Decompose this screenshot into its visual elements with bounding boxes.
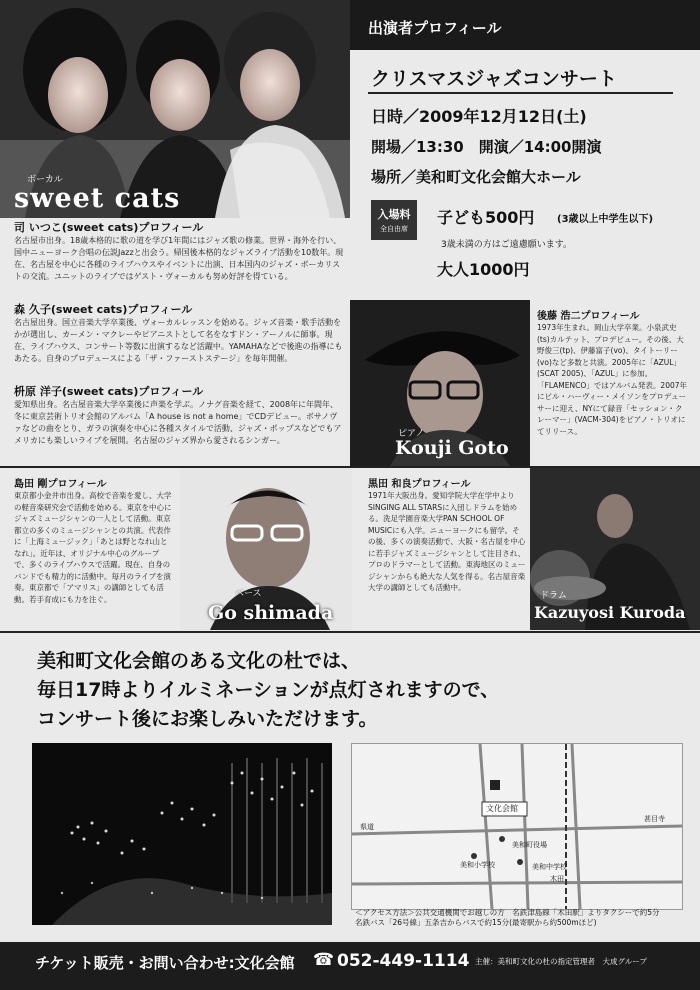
title-underline: [368, 92, 673, 94]
concert-title: クリスマスジャズコンサート: [371, 68, 617, 90]
illumination-line-3: コンサート後にお楽しみいただけます。: [37, 708, 378, 730]
shimada-title: 島田 剛プロフィール: [14, 479, 107, 490]
sweet-cats-role: ボーカル: [27, 175, 63, 185]
member-1-text: 名古屋市出身。18歳本格的に歌の道を学び1年間にはジャズ歌の修業。世界・海外を行い、国中ニューヨーク合唱の伝説Jazzと出会う。帰国後本格的なジャズライブ活動を10数年。現在、名古屋を中心に各種のライブハウスやイベントに出演、日本国内のジャズ・ボーカリストの交流。ユニットのライブではゲスト・ヴォーカルも努め好評を得ている。: [14, 236, 344, 281]
kuroda-name: Kazuyosi Kuroda: [534, 603, 686, 622]
goto-text: 1973年生まれ。岡山大学卒業。小泉武史(ts)カルテット、プロデビュー。その後、大野俊三(tp)、伊藤富子(vo)、タイトーリー(vo)など多数と共演。2005年に「AZUL」(SCAT 2005)、「AZUL」に参加。「FLAMENCO」ではアルバム発表。2007年にビル・ハーヴィー・メイソンをプロデューサーに迎え、NYにて録音「セッション・クレーマー」(VACM-304)をピアノ・トリオにてリリース。: [537, 323, 688, 436]
concert-date: 日時／2009年12月12日(土): [371, 107, 587, 126]
illumination-text: [37, 647, 677, 734]
goto-title: 後藤 浩二プロフィール: [537, 311, 640, 322]
map-label-station: 木田: [550, 875, 564, 883]
kuroda-role: ドラム: [540, 591, 567, 601]
admission-sublabel: 全自由席: [380, 225, 408, 233]
shimada-profile: [14, 475, 174, 640]
footer-ticket: チケット販売・お問い合わせ:文化会館: [35, 954, 295, 972]
row-divider-2: [0, 631, 700, 633]
goto-name: Kouji Goto: [395, 437, 509, 459]
kuroda-profile: [368, 475, 526, 640]
shimada-role: ベース: [235, 589, 262, 599]
illumination-line-2: 毎日17時よりイルミネーションが点灯されますので、: [37, 679, 500, 701]
concert-venue: 場所／美和町文化会館大ホール: [371, 168, 581, 186]
illumination-line-1: 美和町文化会館のある文化の杜では、: [37, 650, 361, 672]
shimada-text: 東京都小金井市出身。高校で音楽を愛し、大学の軽音楽研究会で活動を始める。東京を中心にジャズミュージシャンの一人として活動。東京都立の多くのミュージシャンとの共演。代表作に「上海ミュージック」「あとは野となれ山となれ」。近年は、オリジナル中心のグループで、多くのライブハウスで活躍。現在、自身のバンドでも精力的に活動中。毎月のライブを演奏。東京都で「アマリス」の講師としても活動。若手育成にも力を注ぐ。: [14, 491, 172, 604]
adult-price: 大人1000円: [437, 260, 530, 279]
admission-label: 入場料: [377, 208, 411, 221]
profile-section-label: [350, 0, 700, 50]
access-info-2: 名鉄バス「26号線」五条吉からバスで約15分(最寄駅から約500mほど): [355, 918, 597, 927]
member-3-text: 愛知県出身。名古屋音楽大学卒業後に声楽を学ぶ。ノナグ音楽を経て、2008年に年間年、冬に東京芸術トリオ会館のアルバム「A house is not a home」でCDデビュー。ボサノヴァなどの曲をとり、ガラの演奏を中心に各種スタイルで活動、ジャズ・ポップスなどでもアメリカにも楽しいライブを展開。名古屋のジャズ界から愛されるシンガー。: [14, 400, 342, 445]
kuroda-title: 黒田 和良プロフィール: [368, 479, 471, 490]
illumination-photo: [32, 743, 332, 925]
member-3-title: 枡原 洋子(sweet cats)プロフィール: [14, 385, 204, 398]
goto-role: ピアノ: [398, 429, 425, 439]
kuroda-photo: [530, 468, 700, 630]
footer-phone: 052-449-1114: [337, 951, 470, 971]
illumination-photo-art: [32, 743, 332, 925]
map-label-school: 美和小学校: [460, 861, 495, 869]
phone-icon: ☎: [313, 950, 335, 970]
concert-time: 開場／13:30 開演／14:00開演: [371, 138, 602, 156]
map-label-junior: 美和中学校: [532, 863, 567, 871]
sweet-cats-name: sweet cats: [14, 183, 181, 214]
child-price-note: (3歳以上中学生以下): [557, 214, 654, 225]
shimada-photo: [180, 468, 352, 630]
footer-organizer: 主催：美和町文化の杜の指定管理者 大成グループ: [475, 957, 647, 966]
map-label-office: 美和町役場: [512, 841, 547, 849]
member-2: [14, 301, 344, 377]
map-label-bunka: 文化会館: [486, 804, 518, 813]
member-1: [14, 219, 344, 295]
footer-bar: [0, 942, 700, 990]
member-3: [14, 383, 344, 471]
shimada-name: Go shimada: [208, 602, 334, 624]
child-price: 子ども500円: [437, 208, 535, 227]
sweet-cats-profiles: [14, 219, 344, 471]
kuroda-text: 1971年大阪出身。愛知学院大学在学中よりSINGING ALL STARSに入団しドラムを始める。洗足学園音楽大学PAN SCHOOL OF MUSICにも入学。ニューヨークにも留学。その後、多くの演奏活動で、大阪・名古屋を中心に若手ジャズミュージシャンとして注目され、プロのドラマーとして活動。東海地区のミュージシャンからも絶大な人気を得る。名古屋音楽大学の講師としても活動中。: [368, 491, 526, 592]
map-label-road: 県道: [360, 823, 374, 831]
access-info-1: ＜アクセス方法＞公共交通機関でお越しの方 名鉄津島線「木田駅」よりタクシーで約5分: [355, 908, 660, 917]
access-info: [355, 908, 685, 928]
goto-profile: [537, 307, 689, 460]
access-map-art: [352, 744, 682, 909]
member-1-title: 司 いつこ(sweet cats)プロフィール: [14, 221, 204, 234]
admission-badge: [371, 200, 417, 240]
access-map: [351, 743, 683, 910]
sweet-cats-photo: [0, 0, 350, 218]
under3-note: 3歳未満の方はご遠慮願います。: [441, 240, 573, 250]
profile-section-text: 出演者プロフィール: [368, 19, 502, 37]
map-label-town: 甚目寺: [644, 815, 665, 823]
goto-photo: [350, 300, 530, 466]
member-2-text: 名古屋出身。国立音楽大学卒業後、ヴォーカルレッスンを始める。ジャズ音楽・歌手活動をかが選出し、カーメン・マクレーやピアニストとして名をなすドン・アーノルに師事。現在、ライブハウス、コンサート等数に出演するなど活躍中。YAMAHAなどで後進の指導にもあたる。自身のプロデュースによる「ザ・ファーストステージ」を毎年開催。: [14, 318, 343, 363]
member-2-title: 森 久子(sweet cats)プロフィール: [14, 303, 193, 316]
